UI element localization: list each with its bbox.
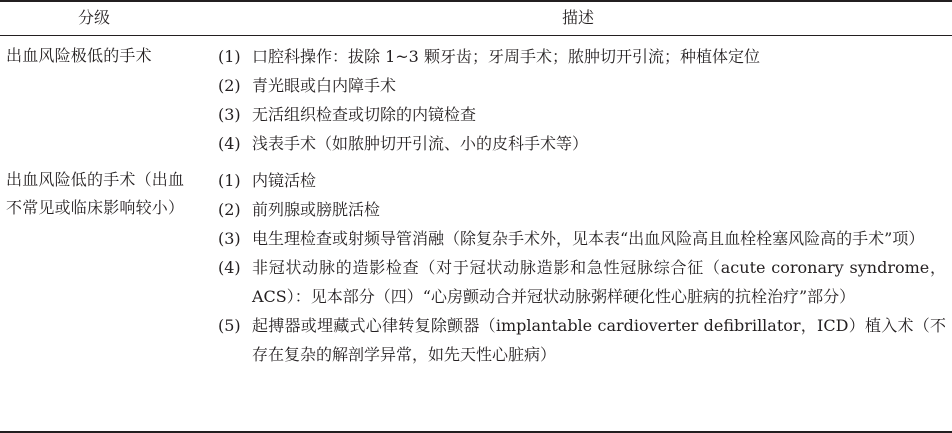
column-header-grade: 分级 (78, 8, 111, 27)
item-number: (2) (218, 76, 241, 95)
item-text: 浅表手术（如脓肿切开引流、小的皮科手术等） (252, 134, 589, 153)
item-text: 内镜活检 (252, 171, 317, 190)
table-top-rule (0, 0, 952, 2)
grade-cell-low-risk: 出血风险低的手术（出血不常见或临床影响较小） (6, 170, 185, 217)
item-number: (1) (218, 171, 241, 190)
list-item (218, 195, 946, 224)
item-number: (5) (218, 316, 241, 335)
list-item (218, 42, 946, 71)
item-text: 非冠状动脉的造影检查（对于冠状动脉造影和急性冠脉综合征（acute coronary syndrome，ACS）：见本部分（四）“心房颤动合并冠状动脉粥样硬化性心脏病的抗栓治疗”部分） (252, 258, 946, 306)
item-number: (4) (218, 134, 241, 153)
list-item (218, 224, 946, 253)
item-text: 前列腺或膀胱活检 (252, 200, 381, 219)
item-number: (3) (218, 105, 241, 124)
item-text: 口腔科操作：拔除 1~3 颗牙齿；牙周手术；脓肿切开引流；种植体定位 (252, 47, 760, 66)
list-item (218, 100, 946, 129)
list-item (218, 71, 946, 100)
item-text: 无活组织检查或切除的内镜检查 (252, 105, 477, 124)
item-number: (4) (218, 258, 241, 277)
description-cell-low-risk (218, 166, 946, 369)
item-number: (3) (218, 229, 241, 248)
list-item (218, 129, 946, 158)
item-number: (2) (218, 200, 241, 219)
grade-cell-very-low-risk: 出血风险极低的手术 (6, 46, 152, 65)
item-number: (1) (218, 47, 241, 66)
header-rule (0, 35, 952, 36)
column-header-description: 描述 (562, 8, 595, 27)
item-text: 电生理检查或射频导管消融（除复杂手术外，见本表“出血风险高且血栓栓塞风险高的手术”项） (252, 229, 925, 248)
item-text: 起搏器或埋藏式心律转复除颤器（implantable cardioverter defibrillator，ICD）植入术（不存在复杂的解剖学异常，如先天性心脏病） (252, 316, 946, 364)
list-item (218, 311, 946, 369)
item-text: 青光眼或白内障手术 (252, 76, 397, 95)
description-cell-very-low-risk (218, 42, 946, 158)
list-item (218, 253, 946, 311)
list-item (218, 166, 946, 195)
